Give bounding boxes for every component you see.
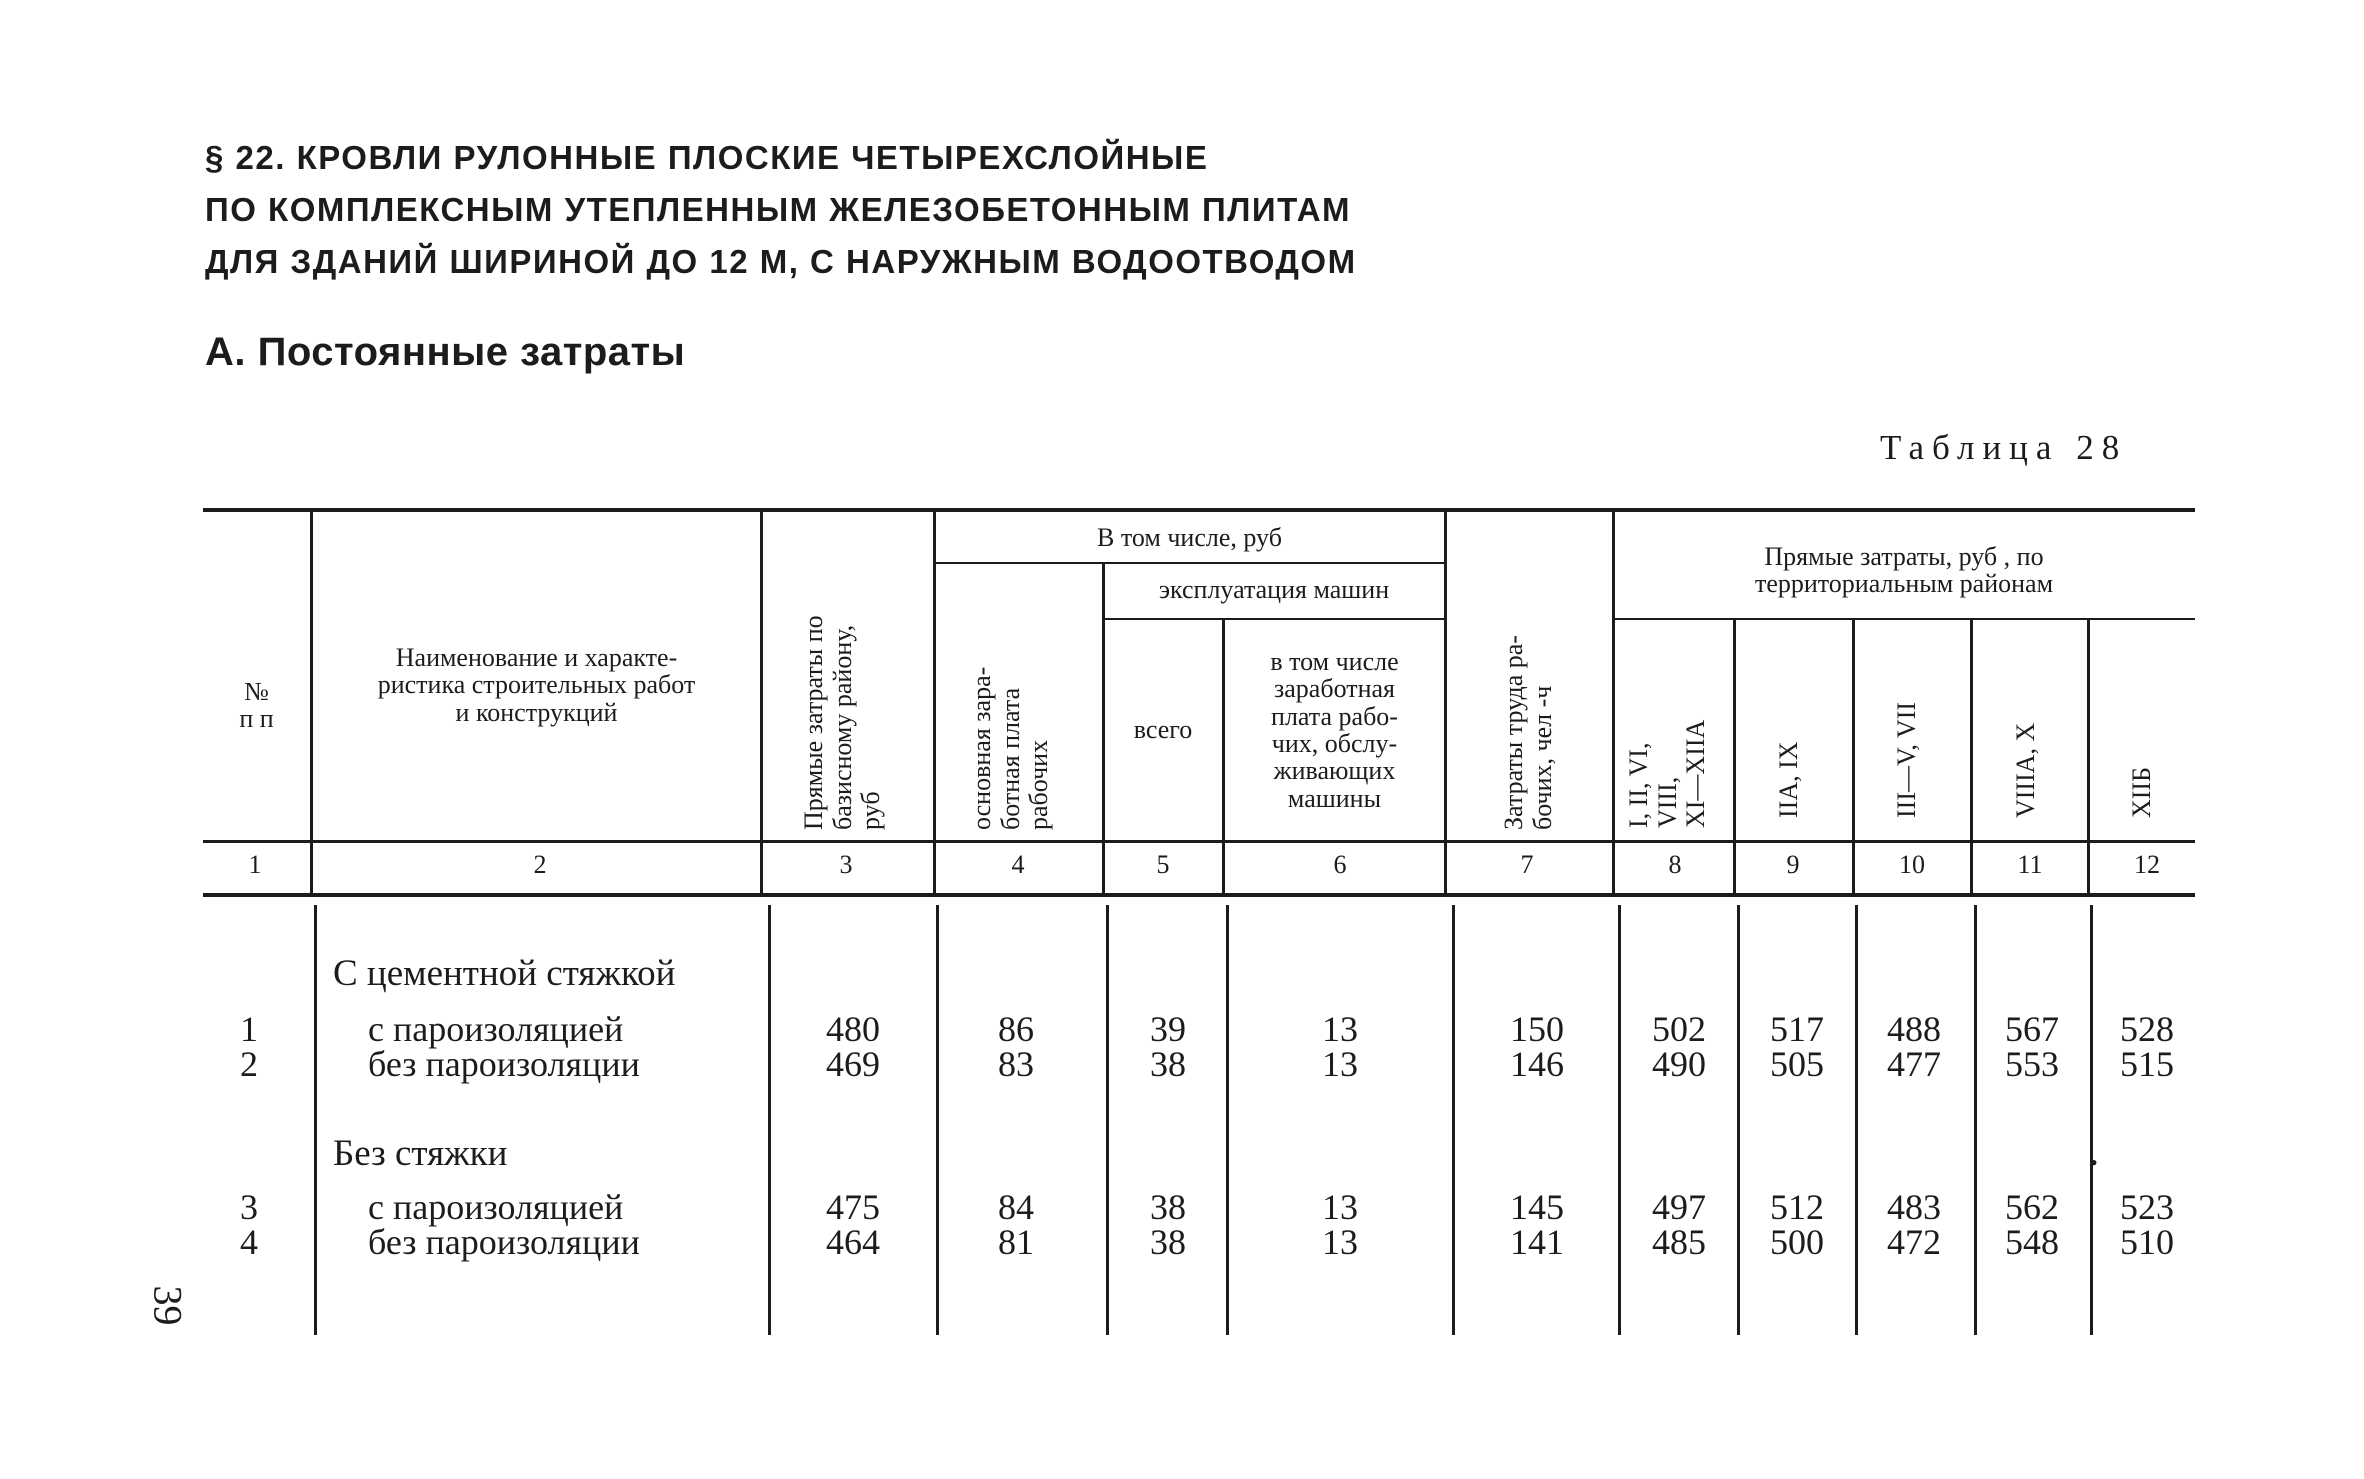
cell-col-4: 81 [998,1222,1034,1262]
cell-col-8: 485 [1652,1222,1706,1262]
v-header-10 [1970,618,1973,893]
cell-col-12: 528 [2120,1009,2174,1049]
cell-col-7: 146 [1510,1044,1564,1084]
colnum-9: 9 [1786,850,1800,879]
cell-col-7: 150 [1510,1009,1564,1049]
cell-col-5: 38 [1150,1187,1186,1227]
cell-col-5: 38 [1150,1044,1186,1084]
row-name: с пароизоляцией [368,1187,624,1227]
subsection-title: А. Постоянные затраты [205,330,686,374]
header-col-6: в том числе заработная плата рабо- чих, обслу- живающих машины [1270,647,1399,813]
cell-col-11: 548 [2005,1222,2059,1262]
cell-col-11: 567 [2005,1009,2059,1049]
cell-col-9: 505 [1770,1044,1824,1084]
header-col-10: III—V, VII [1892,701,1921,818]
cell-col-12: 523 [2120,1187,2174,1227]
cell-col-9: 500 [1770,1222,1824,1262]
header-col-2: Наименование и характе- ристика строительных работ и конструкций [377,643,696,727]
cell-col-9: 517 [1770,1009,1824,1049]
v-header-6 [1444,512,1447,893]
colnum-7: 7 [1520,850,1534,879]
cell-col-3: 480 [826,1009,880,1049]
colnum-10: 10 [1899,850,1925,879]
cell-col-4: 84 [998,1187,1034,1227]
v-body-11 [2090,905,2093,1335]
cell-col-9: 512 [1770,1187,1824,1227]
colnum-4: 4 [1011,850,1025,879]
colnum-1: 1 [248,850,262,879]
colnum-12: 12 [2134,850,2160,879]
header-col-9: IIА, IX [1774,741,1803,818]
section-title-line-2: ПО КОМПЛЕКСНЫМ УТЕПЛЕННЫМ ЖЕЛЕЗОБЕТОННЫМ ПЛИТАМ [205,191,1352,228]
header-col-12: XIIБ [2127,766,2156,818]
v-body-8 [1737,905,1740,1335]
regions-group-rule [1613,618,2195,620]
cell-col-3: 469 [826,1044,880,1084]
v-header-9 [1852,618,1855,893]
group-title: Без стяжки [333,1133,508,1174]
header-group-regions: Прямые затраты, руб , по территориальным районам [1754,541,2054,598]
header-col-11: VIIIА, X [2011,722,2040,818]
cell-col-4: 83 [998,1044,1034,1084]
machines-group-rule [1104,618,1444,620]
v-header-8 [1733,618,1736,893]
cell-col-3: 464 [826,1222,880,1262]
incl-group-rule [935,562,1444,564]
cell-col-7: 141 [1510,1222,1564,1262]
v-body-6 [1452,905,1455,1335]
header-group-machines: эксплуатация машин [1158,575,1390,605]
cell-col-5: 38 [1150,1222,1186,1262]
print-speck: • [2090,1150,2098,1175]
row-number: 4 [240,1222,258,1262]
v-body-3 [936,905,939,1335]
row-number: 1 [240,1009,258,1049]
v-body-5 [1226,905,1229,1335]
colnum-3: 3 [839,850,853,879]
table-top-rule [203,508,2195,512]
cell-col-12: 510 [2120,1222,2174,1262]
header-col-3: Прямые затраты по базисному району, руб [799,615,886,830]
v-body-7 [1618,905,1621,1335]
section-title [205,132,1357,288]
header-col-4: основная зара- ботная плата рабочих [967,666,1054,830]
colnum-11: 11 [2017,850,2043,879]
colnum-6: 6 [1333,850,1347,879]
header-group-incl: В том числе, руб [1097,523,1282,553]
section-title-line-3: ДЛЯ ЗДАНИЙ ШИРИНОЙ ДО 12 М, С НАРУЖНЫМ ВОДООТВОДОМ [205,243,1357,280]
cell-col-7: 145 [1510,1187,1564,1227]
v-header-11 [2087,618,2090,893]
cell-col-10: 483 [1887,1187,1941,1227]
header-col-5: всего [1133,715,1193,745]
cell-col-12: 515 [2120,1044,2174,1084]
cell-col-3: 475 [826,1187,880,1227]
page-number: 39 [145,1285,191,1326]
v-body-1 [314,905,317,1335]
cell-col-10: 477 [1887,1044,1941,1084]
cell-col-8: 490 [1652,1044,1706,1084]
header-col-1: № п п [239,676,274,733]
cell-col-5: 39 [1150,1009,1186,1049]
colnum-5: 5 [1156,850,1170,879]
cell-col-6: 13 [1322,1044,1358,1084]
v-header-2 [760,512,763,893]
cell-col-11: 562 [2005,1187,2059,1227]
cell-col-8: 497 [1652,1187,1706,1227]
header-bottom-rule [203,840,2195,843]
row-number: 3 [240,1187,258,1227]
row-name: с пароизоляцией [368,1009,624,1049]
group-title: С цементной стяжкой [333,953,676,994]
v-body-4 [1106,905,1109,1335]
cell-col-10: 472 [1887,1222,1941,1262]
colnum-8: 8 [1668,850,1682,879]
cell-col-4: 86 [998,1009,1034,1049]
v-body-10 [1974,905,1977,1335]
cell-col-11: 553 [2005,1044,2059,1084]
row-name: без пароизоляции [368,1044,640,1084]
v-header-3 [933,512,936,893]
table-caption: Таблица 28 [1880,428,2128,467]
header-col-8: I, II, VI, VIII, XI—XIIА [1624,719,1711,828]
colnum-bottom-rule [203,893,2195,897]
row-name: без пароизоляции [368,1222,640,1262]
cell-col-6: 13 [1322,1009,1358,1049]
row-number: 2 [240,1044,258,1084]
cell-col-8: 502 [1652,1009,1706,1049]
cell-col-6: 13 [1322,1187,1358,1227]
header-col-7: Затраты труда ра- бочих, чел -ч [1499,635,1557,830]
v-body-2 [768,905,771,1335]
v-body-9 [1855,905,1858,1335]
cell-col-10: 488 [1887,1009,1941,1049]
section-title-line-1: § 22. КРОВЛИ РУЛОННЫЕ ПЛОСКИЕ ЧЕТЫРЕХСЛОЙНЫЕ [205,139,1209,176]
colnum-2: 2 [533,850,547,879]
cell-col-6: 13 [1322,1222,1358,1262]
